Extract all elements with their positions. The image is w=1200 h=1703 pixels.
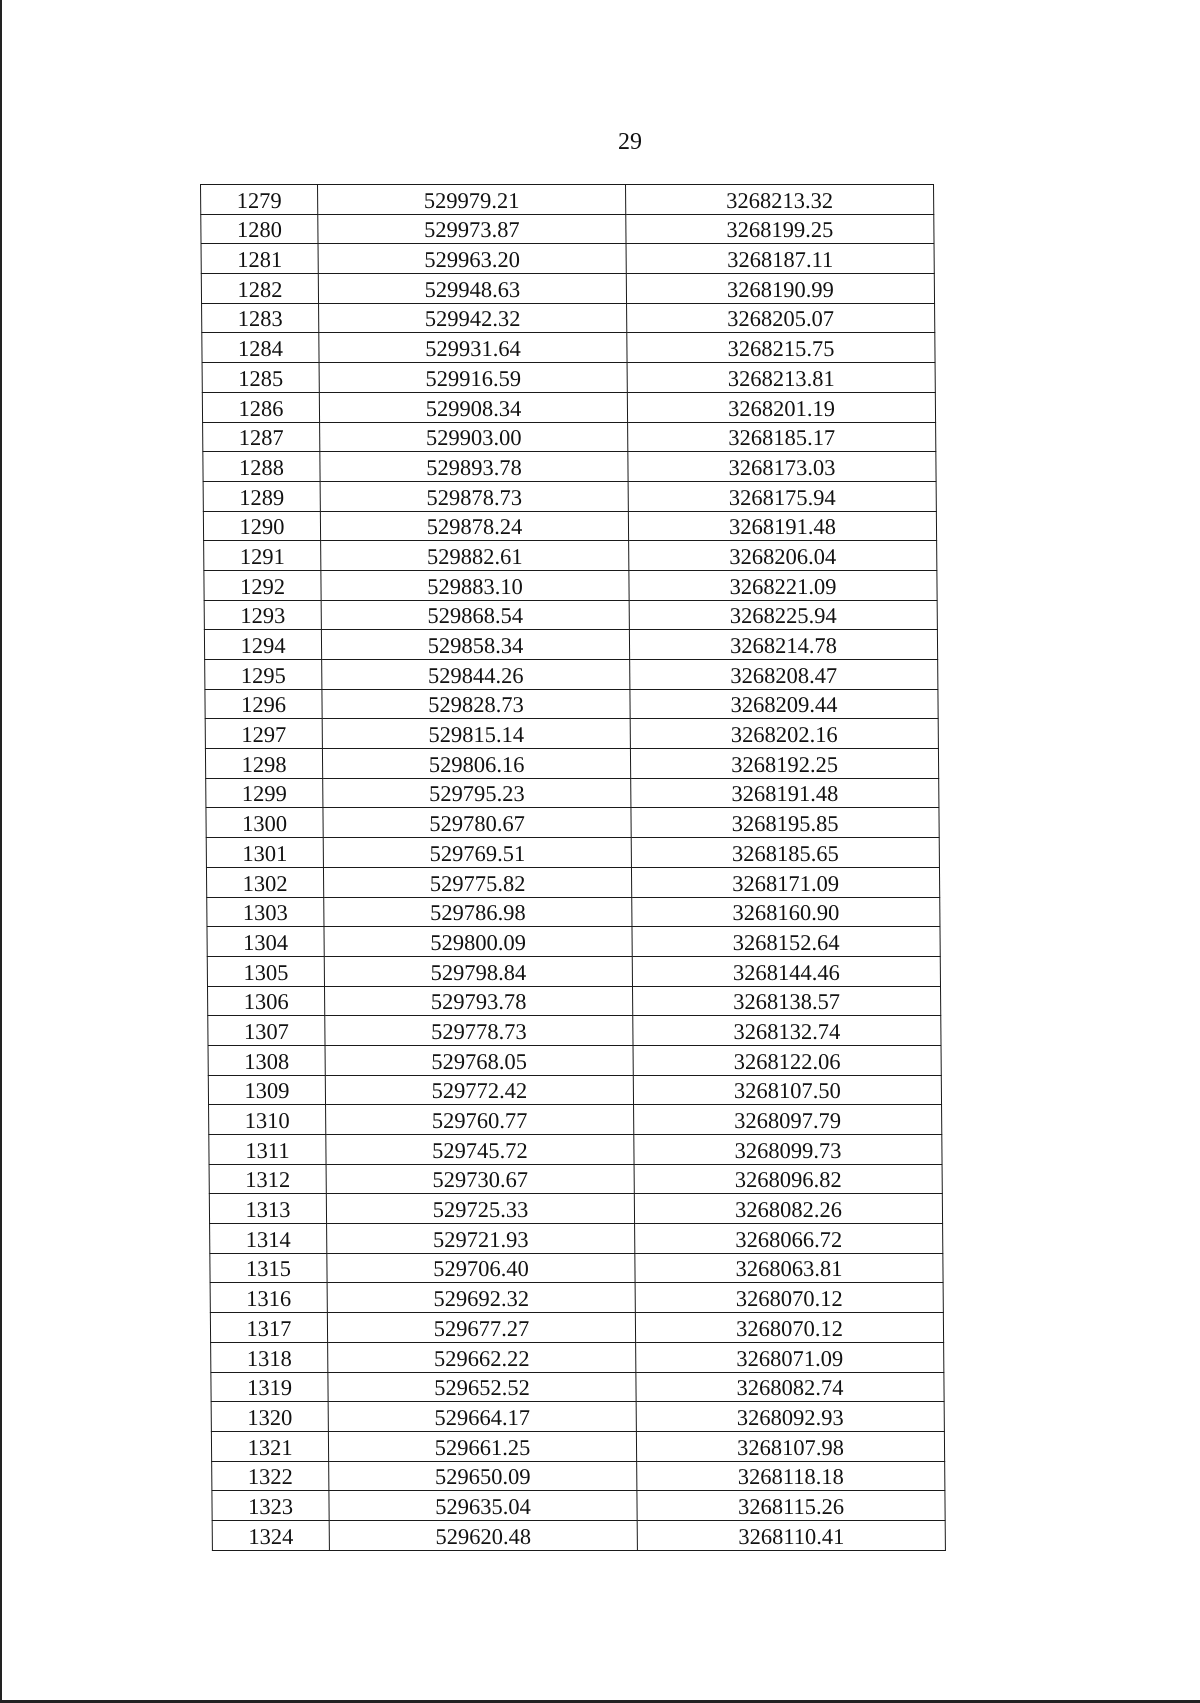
x-coordinate-cell: 529973.87 bbox=[318, 214, 626, 244]
x-coordinate-cell: 529652.52 bbox=[328, 1372, 636, 1402]
point-number-cell: 1312 bbox=[209, 1164, 326, 1194]
table-row bbox=[205, 719, 938, 749]
point-number-cell: 1283 bbox=[202, 303, 319, 333]
x-coordinate-cell: 529662.22 bbox=[328, 1342, 636, 1372]
point-number-cell: 1298 bbox=[205, 749, 322, 779]
table-row bbox=[201, 185, 934, 215]
point-number-cell: 1322 bbox=[212, 1461, 329, 1491]
table-row bbox=[204, 541, 937, 571]
point-number-cell: 1309 bbox=[208, 1075, 325, 1105]
point-number-cell: 1280 bbox=[201, 214, 318, 244]
table-row bbox=[210, 1283, 943, 1313]
table-row bbox=[211, 1372, 944, 1402]
point-number-cell: 1297 bbox=[205, 719, 322, 749]
y-coordinate-cell: 3268138.57 bbox=[632, 986, 940, 1016]
x-coordinate-cell: 529768.05 bbox=[325, 1045, 633, 1075]
point-number-cell: 1315 bbox=[210, 1253, 327, 1283]
point-number-cell: 1320 bbox=[211, 1402, 328, 1432]
table-row bbox=[203, 422, 936, 452]
y-coordinate-cell: 3268213.81 bbox=[627, 363, 935, 393]
y-coordinate-cell: 3268071.09 bbox=[636, 1342, 944, 1372]
y-coordinate-cell: 3268063.81 bbox=[635, 1253, 943, 1283]
y-coordinate-cell: 3268192.25 bbox=[630, 749, 938, 779]
page-number: 29 bbox=[618, 129, 642, 155]
point-number-cell: 1323 bbox=[212, 1491, 329, 1521]
x-coordinate-cell: 529769.51 bbox=[323, 838, 631, 868]
x-coordinate-cell: 529798.84 bbox=[324, 956, 632, 986]
table-row bbox=[204, 600, 937, 630]
table-row bbox=[209, 1105, 942, 1135]
y-coordinate-cell: 3268205.07 bbox=[627, 303, 935, 333]
x-coordinate-cell: 529806.16 bbox=[322, 749, 630, 779]
point-number-cell: 1284 bbox=[202, 333, 319, 363]
x-coordinate-cell: 529868.54 bbox=[321, 600, 629, 630]
point-number-cell: 1304 bbox=[207, 927, 324, 957]
point-number-cell: 1290 bbox=[203, 511, 320, 541]
y-coordinate-cell: 3268225.94 bbox=[629, 600, 937, 630]
y-coordinate-cell: 3268202.16 bbox=[630, 719, 938, 749]
table-row bbox=[201, 214, 934, 244]
table-row bbox=[211, 1431, 944, 1461]
table-row bbox=[203, 481, 936, 511]
point-number-cell: 1279 bbox=[201, 185, 318, 215]
x-coordinate-cell: 529775.82 bbox=[323, 867, 631, 897]
table-row bbox=[209, 1194, 942, 1224]
table-row bbox=[210, 1224, 943, 1254]
point-number-cell: 1296 bbox=[205, 689, 322, 719]
point-number-cell: 1307 bbox=[208, 1016, 325, 1046]
table-row bbox=[206, 778, 939, 808]
y-coordinate-cell: 3268066.72 bbox=[635, 1224, 943, 1254]
x-coordinate-cell: 529828.73 bbox=[322, 689, 630, 719]
coordinate-table bbox=[200, 184, 946, 1551]
x-coordinate-cell: 529883.10 bbox=[321, 570, 629, 600]
x-coordinate-cell: 529721.93 bbox=[327, 1224, 635, 1254]
table-row bbox=[208, 1075, 941, 1105]
y-coordinate-cell: 3268201.19 bbox=[627, 392, 935, 422]
point-number-cell: 1287 bbox=[203, 422, 320, 452]
x-coordinate-cell: 529778.73 bbox=[325, 1016, 633, 1046]
table-row bbox=[208, 1045, 941, 1075]
table-row bbox=[211, 1342, 944, 1372]
x-coordinate-cell: 529635.04 bbox=[329, 1491, 637, 1521]
y-coordinate-cell: 3268209.44 bbox=[630, 689, 938, 719]
table-row bbox=[204, 630, 937, 660]
point-number-cell: 1324 bbox=[212, 1520, 329, 1550]
x-coordinate-cell: 529979.21 bbox=[318, 185, 626, 215]
y-coordinate-cell: 3268190.99 bbox=[626, 274, 934, 304]
y-coordinate-cell: 3268199.25 bbox=[626, 214, 934, 244]
x-coordinate-cell: 529916.59 bbox=[319, 363, 627, 393]
point-number-cell: 1317 bbox=[210, 1313, 327, 1343]
x-coordinate-cell: 529677.27 bbox=[327, 1313, 635, 1343]
y-coordinate-cell: 3268213.32 bbox=[626, 185, 934, 215]
y-coordinate-cell: 3268099.73 bbox=[634, 1135, 942, 1165]
x-coordinate-cell: 529963.20 bbox=[318, 244, 626, 274]
table-row bbox=[207, 927, 940, 957]
y-coordinate-cell: 3268110.41 bbox=[637, 1520, 945, 1550]
y-coordinate-cell: 3268185.17 bbox=[628, 422, 936, 452]
point-number-cell: 1285 bbox=[202, 363, 319, 393]
point-number-cell: 1321 bbox=[211, 1431, 328, 1461]
scan-border-left bbox=[0, 0, 2, 1703]
x-coordinate-cell: 529692.32 bbox=[327, 1283, 635, 1313]
table-row bbox=[203, 511, 936, 541]
y-coordinate-cell: 3268115.26 bbox=[637, 1491, 945, 1521]
point-number-cell: 1295 bbox=[205, 660, 322, 690]
y-coordinate-cell: 3268195.85 bbox=[631, 808, 939, 838]
x-coordinate-cell: 529793.78 bbox=[324, 986, 632, 1016]
point-number-cell: 1301 bbox=[206, 838, 323, 868]
x-coordinate-cell: 529730.67 bbox=[326, 1164, 634, 1194]
table-row bbox=[210, 1253, 943, 1283]
point-number-cell: 1316 bbox=[210, 1283, 327, 1313]
x-coordinate-cell: 529795.23 bbox=[323, 778, 631, 808]
y-coordinate-cell: 3268107.98 bbox=[636, 1431, 944, 1461]
point-number-cell: 1314 bbox=[210, 1224, 327, 1254]
table-row bbox=[205, 689, 938, 719]
table-row bbox=[212, 1520, 945, 1550]
table-row bbox=[212, 1491, 945, 1521]
x-coordinate-cell: 529620.48 bbox=[329, 1520, 637, 1550]
table-row bbox=[208, 1016, 941, 1046]
point-number-cell: 1292 bbox=[204, 570, 321, 600]
table-row bbox=[209, 1135, 942, 1165]
x-coordinate-cell: 529948.63 bbox=[318, 274, 626, 304]
point-number-cell: 1313 bbox=[209, 1194, 326, 1224]
table-row bbox=[206, 808, 939, 838]
point-number-cell: 1294 bbox=[204, 630, 321, 660]
y-coordinate-cell: 3268208.47 bbox=[630, 660, 938, 690]
x-coordinate-cell: 529780.67 bbox=[323, 808, 631, 838]
table-row bbox=[201, 244, 934, 274]
coordinate-table-body bbox=[201, 185, 946, 1551]
table-row bbox=[204, 570, 937, 600]
x-coordinate-cell: 529908.34 bbox=[319, 392, 627, 422]
y-coordinate-cell: 3268092.93 bbox=[636, 1402, 944, 1432]
point-number-cell: 1318 bbox=[211, 1342, 328, 1372]
y-coordinate-cell: 3268107.50 bbox=[633, 1075, 941, 1105]
point-number-cell: 1310 bbox=[209, 1105, 326, 1135]
table-row bbox=[202, 392, 935, 422]
x-coordinate-cell: 529706.40 bbox=[327, 1253, 635, 1283]
x-coordinate-cell: 529664.17 bbox=[328, 1402, 636, 1432]
x-coordinate-cell: 529661.25 bbox=[328, 1431, 636, 1461]
y-coordinate-cell: 3268173.03 bbox=[628, 452, 936, 482]
table-row bbox=[205, 660, 938, 690]
point-number-cell: 1303 bbox=[207, 897, 324, 927]
y-coordinate-cell: 3268096.82 bbox=[634, 1164, 942, 1194]
point-number-cell: 1289 bbox=[203, 481, 320, 511]
x-coordinate-cell: 529800.09 bbox=[324, 927, 632, 957]
y-coordinate-cell: 3268070.12 bbox=[635, 1313, 943, 1343]
table-row bbox=[207, 986, 940, 1016]
x-coordinate-cell: 529650.09 bbox=[329, 1461, 637, 1491]
point-number-cell: 1288 bbox=[203, 452, 320, 482]
point-number-cell: 1299 bbox=[206, 778, 323, 808]
y-coordinate-cell: 3268215.75 bbox=[627, 333, 935, 363]
table-row bbox=[205, 749, 938, 779]
x-coordinate-cell: 529903.00 bbox=[320, 422, 628, 452]
point-number-cell: 1306 bbox=[207, 986, 324, 1016]
point-number-cell: 1311 bbox=[209, 1135, 326, 1165]
y-coordinate-cell: 3268175.94 bbox=[628, 481, 936, 511]
x-coordinate-cell: 529786.98 bbox=[324, 897, 632, 927]
table-row bbox=[202, 363, 935, 393]
x-coordinate-cell: 529893.78 bbox=[320, 452, 628, 482]
table-row bbox=[210, 1313, 943, 1343]
table-row bbox=[209, 1164, 942, 1194]
x-coordinate-cell: 529858.34 bbox=[321, 630, 629, 660]
x-coordinate-cell: 529815.14 bbox=[322, 719, 630, 749]
table-row bbox=[211, 1402, 944, 1432]
point-number-cell: 1308 bbox=[208, 1045, 325, 1075]
y-coordinate-cell: 3268185.65 bbox=[631, 838, 939, 868]
table-row bbox=[212, 1461, 945, 1491]
table-row bbox=[206, 838, 939, 868]
point-number-cell: 1302 bbox=[206, 867, 323, 897]
point-number-cell: 1281 bbox=[201, 244, 318, 274]
point-number-cell: 1291 bbox=[204, 541, 321, 571]
y-coordinate-cell: 3268122.06 bbox=[633, 1045, 941, 1075]
y-coordinate-cell: 3268160.90 bbox=[632, 897, 940, 927]
x-coordinate-cell: 529878.73 bbox=[320, 481, 628, 511]
x-coordinate-cell: 529878.24 bbox=[320, 511, 628, 541]
point-number-cell: 1300 bbox=[206, 808, 323, 838]
x-coordinate-cell: 529760.77 bbox=[326, 1105, 634, 1135]
y-coordinate-cell: 3268191.48 bbox=[631, 778, 939, 808]
x-coordinate-cell: 529931.64 bbox=[319, 333, 627, 363]
y-coordinate-cell: 3268082.74 bbox=[636, 1372, 944, 1402]
point-number-cell: 1293 bbox=[204, 600, 321, 630]
y-coordinate-cell: 3268118.18 bbox=[637, 1461, 945, 1491]
x-coordinate-cell: 529745.72 bbox=[326, 1135, 634, 1165]
x-coordinate-cell: 529942.32 bbox=[319, 303, 627, 333]
table-row bbox=[206, 867, 939, 897]
y-coordinate-cell: 3268187.11 bbox=[626, 244, 934, 274]
y-coordinate-cell: 3268097.79 bbox=[634, 1105, 942, 1135]
x-coordinate-cell: 529882.61 bbox=[321, 541, 629, 571]
y-coordinate-cell: 3268214.78 bbox=[629, 630, 937, 660]
table-row bbox=[207, 956, 940, 986]
y-coordinate-cell: 3268082.26 bbox=[634, 1194, 942, 1224]
point-number-cell: 1286 bbox=[202, 392, 319, 422]
point-number-cell: 1282 bbox=[201, 274, 318, 304]
table-row bbox=[207, 897, 940, 927]
x-coordinate-cell: 529772.42 bbox=[325, 1075, 633, 1105]
point-number-cell: 1319 bbox=[211, 1372, 328, 1402]
table-row bbox=[201, 274, 934, 304]
y-coordinate-cell: 3268152.64 bbox=[632, 927, 940, 957]
table-row bbox=[203, 452, 936, 482]
table-row bbox=[202, 333, 935, 363]
x-coordinate-cell: 529725.33 bbox=[326, 1194, 634, 1224]
y-coordinate-cell: 3268070.12 bbox=[635, 1283, 943, 1313]
table-row bbox=[202, 303, 935, 333]
y-coordinate-cell: 3268206.04 bbox=[629, 541, 937, 571]
y-coordinate-cell: 3268171.09 bbox=[631, 867, 939, 897]
y-coordinate-cell: 3268132.74 bbox=[633, 1016, 941, 1046]
y-coordinate-cell: 3268191.48 bbox=[628, 511, 936, 541]
y-coordinate-cell: 3268144.46 bbox=[632, 956, 940, 986]
x-coordinate-cell: 529844.26 bbox=[322, 660, 630, 690]
point-number-cell: 1305 bbox=[207, 956, 324, 986]
y-coordinate-cell: 3268221.09 bbox=[629, 570, 937, 600]
